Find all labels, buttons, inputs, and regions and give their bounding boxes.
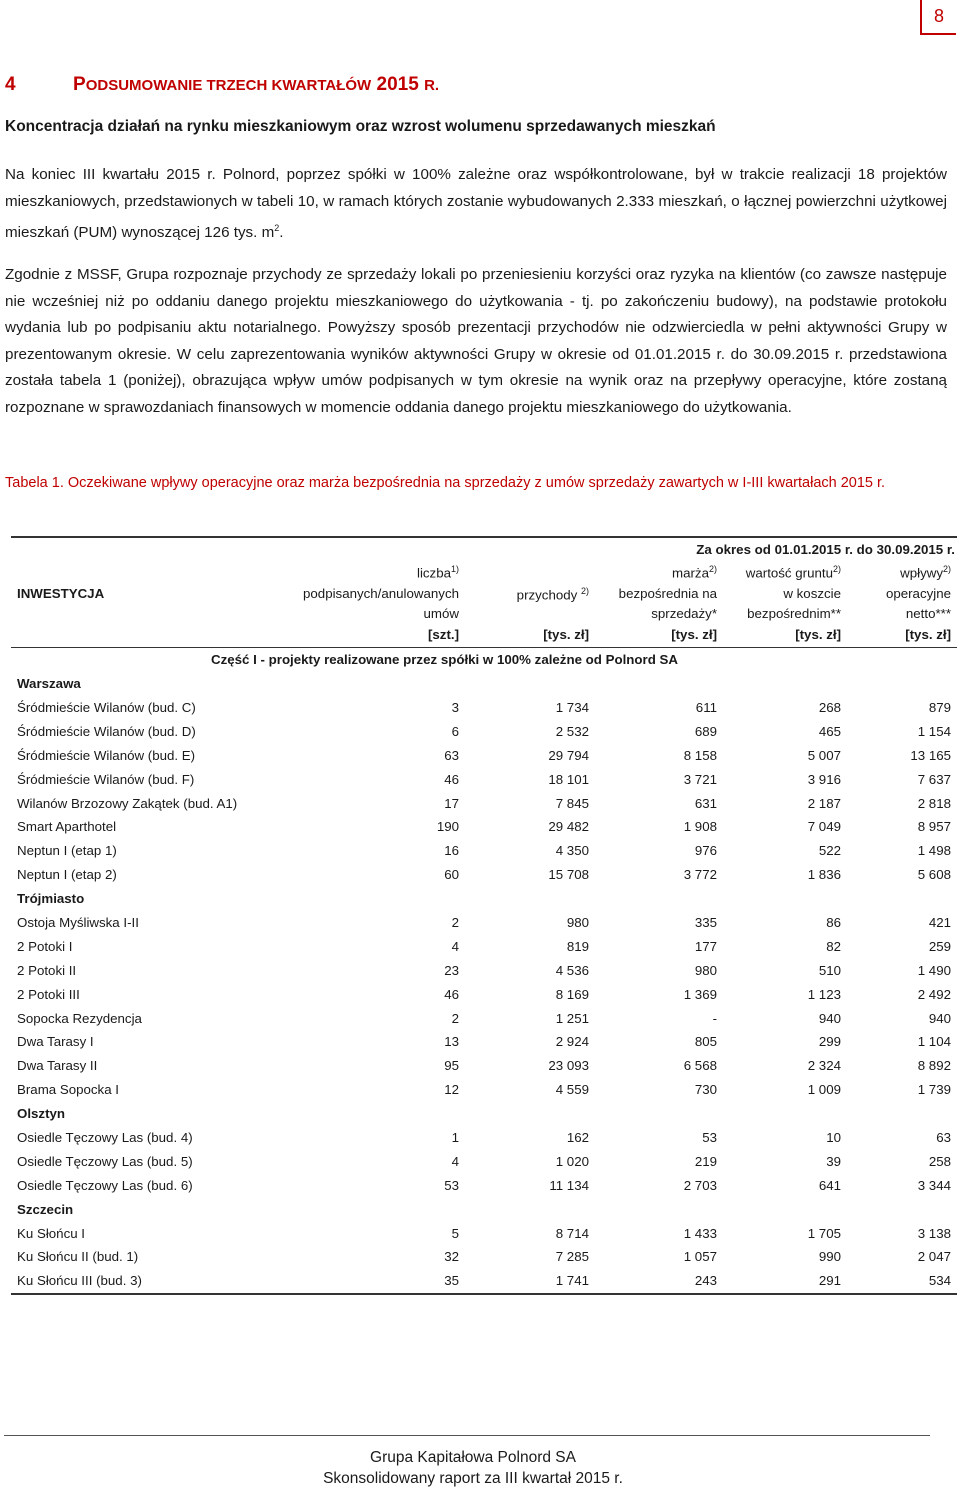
investment-name: Dwa Tarasy II (17, 1058, 98, 1074)
table-cell: 1 009 (807, 1082, 841, 1098)
table-row (11, 696, 957, 720)
table-cell: 53 (444, 1177, 459, 1193)
col2-sup: 2) (580, 586, 589, 597)
table-cell: 4 559 (555, 1082, 589, 1098)
group-label: Warszawa (17, 676, 81, 692)
table-cell: 8 169 (555, 986, 589, 1002)
table-cell: 510 (818, 962, 841, 978)
part-label: Część I - projekty realizowane przez spółki w 100% zależne od Polnord SA (11, 647, 957, 671)
table-cell: 190 (436, 819, 459, 835)
col3-sup: 2) (708, 564, 717, 574)
table-cell: 879 (928, 699, 951, 715)
table-cell: 258 (928, 1153, 951, 1169)
table-cell: 3 772 (683, 867, 717, 883)
table-cell: 63 (936, 1129, 951, 1145)
investment-name: Ku Słońcu III (bud. 3) (11, 1269, 269, 1294)
table-cell: 13 165 (910, 747, 951, 763)
footer-report: Skonsolidowany raport za III kwartał 2015 r. (323, 1470, 623, 1487)
col5-sup: 2) (942, 564, 951, 574)
table-cell: 1 123 (807, 986, 841, 1002)
col1-line3: umów (423, 605, 459, 621)
table-cell: 268 (818, 699, 841, 715)
table-cell: 3 344 (917, 1177, 951, 1193)
table-cell: 5 007 (807, 747, 841, 763)
col-investment: INWESTYCJA (17, 585, 105, 601)
table-cell: 1 741 (465, 1269, 595, 1294)
investment-name: Neptun I (etap 1) (17, 843, 117, 859)
investment-name: Śródmieście Wilanów (bud. D) (17, 723, 196, 739)
table-cell: 13 (444, 1034, 459, 1050)
col5-line2: operacyjne (885, 585, 951, 601)
table-row (11, 815, 957, 839)
investment-name: Ku Słońcu II (bud. 1) (17, 1249, 139, 1265)
table-row (11, 743, 957, 767)
table-row (11, 791, 957, 815)
investment-name: Śródmieście Wilanów (bud. F) (17, 771, 195, 787)
table-cell: 3 916 (807, 771, 841, 787)
table-cell: 1 369 (683, 986, 717, 1002)
table-cell: 805 (694, 1034, 717, 1050)
unit-5: [tys. zł] (905, 627, 951, 643)
table-cell: 2 324 (807, 1058, 841, 1074)
table-cell: 976 (694, 843, 717, 859)
col5-line1: wpływy (900, 565, 943, 581)
table-cell: 4 536 (555, 962, 589, 978)
table-cell: 534 (847, 1269, 957, 1294)
investment-name: Dwa Tarasy I (17, 1034, 94, 1050)
table-row (11, 1149, 957, 1173)
paragraph-1-sup: 2 (274, 223, 280, 233)
section-number: 4 (5, 74, 16, 95)
table-cell: 6 (451, 723, 459, 739)
heading-initial: P (73, 74, 86, 95)
table-cell: 7 049 (807, 819, 841, 835)
table-cell: 641 (818, 1177, 841, 1193)
unit-4: [tys. zł] (795, 627, 841, 643)
table-cell: - (712, 1010, 717, 1026)
table-cell: 5 (451, 1225, 459, 1241)
table-cell: 2 532 (555, 723, 589, 739)
table-row (11, 1126, 957, 1150)
table-row (11, 911, 957, 935)
table-cell: 18 101 (548, 771, 589, 787)
table-cell: 730 (694, 1082, 717, 1098)
table-cell: 7 637 (917, 771, 951, 787)
investment-name: Wilanów Brzozowy Zakątek (bud. A1) (17, 795, 238, 811)
section-heading (5, 74, 439, 96)
table-cell: 2 703 (683, 1177, 717, 1193)
table-cell: 10 (826, 1129, 841, 1145)
table-cell: 611 (695, 699, 717, 715)
investment-name: Ostoja Myśliwska I-II (17, 914, 139, 930)
investment-name: Neptun I (etap 2) (17, 867, 117, 883)
table-cell: 219 (694, 1153, 717, 1169)
table-cell: 39 (826, 1153, 841, 1169)
paragraph-1 (5, 162, 947, 247)
table-cell: 82 (826, 938, 841, 954)
col4-line1: wartość gruntu (745, 565, 833, 581)
table-cell: 2 (451, 914, 459, 930)
table-cell: 8 892 (917, 1058, 951, 1074)
table-cell: 46 (444, 771, 459, 787)
investment-name: 2 Potoki III (17, 986, 80, 1002)
table-cell: 29 482 (548, 819, 589, 835)
table-row (11, 1078, 957, 1102)
table-cell: 1 908 (683, 819, 717, 835)
table-row (11, 982, 957, 1006)
table-cell: 17 (444, 795, 459, 811)
subheading: Koncentracja działań na rynku mieszkaniowym oraz wzrost wolumenu sprzedawanych mieszkań (5, 118, 716, 135)
table-cell: 1 739 (917, 1082, 951, 1098)
investment-name: 2 Potoki I (17, 938, 73, 954)
group-label: Trójmiasto (17, 891, 85, 907)
page-number: 8 (920, 0, 956, 35)
table-row (11, 863, 957, 887)
paragraph-1-text: Na koniec III kwartału 2015 r. Polnord, poprzez spółki w 100% zależne oraz współkontrolowane, był w trakcie realizacji 18 projektów mieszkaniowych, przedstawionych w tabeli 10, w ramach których zostanie wybudowanych 2.333 mieszkań, o łącznej powierzchni użytkowej mieszkań (PUM) wynoszącej 126 tys. m (5, 166, 947, 242)
investment-name: 2 Potoki II (17, 962, 77, 978)
table-row (11, 1269, 957, 1294)
col5-line3: netto*** (905, 605, 951, 621)
table-cell: 1 433 (683, 1225, 717, 1241)
table-row (11, 719, 957, 743)
table-cell: 2 047 (917, 1249, 951, 1265)
table-caption: Tabela 1. Oczekiwane wpływy operacyjne oraz marża bezpośrednia na sprzedaży z umów sprzedaży zawartych w I-III kwartałach 2015 r. (5, 475, 886, 491)
col1-sup: 1) (450, 564, 459, 574)
table-cell: 1 (451, 1129, 459, 1145)
unit-1: [szt.] (427, 627, 459, 643)
table-cell: 1 490 (917, 962, 951, 978)
table-cell: 522 (818, 843, 841, 859)
table-row (11, 839, 957, 863)
table-cell: 259 (928, 938, 951, 954)
table-cell: 4 (451, 1153, 459, 1169)
investment-name: Śródmieście Wilanów (bud. C) (17, 699, 196, 715)
table-row (11, 1054, 957, 1078)
unit-2: [tys. zł] (543, 627, 589, 643)
table-cell: 243 (595, 1269, 723, 1294)
table-cell: 11 134 (549, 1177, 589, 1193)
table-cell: 35 (269, 1269, 465, 1294)
investment-name: Osiedle Tęczowy Las (bud. 4) (17, 1129, 193, 1145)
table-cell: 7 845 (555, 795, 589, 811)
table-cell: 177 (694, 938, 717, 954)
table-cell: 1 498 (917, 843, 951, 859)
table-cell: 4 (451, 938, 459, 954)
table-cell: 1 251 (555, 1010, 589, 1026)
table-cell: 631 (694, 795, 717, 811)
paragraph-2: Zgodnie z MSSF, Grupa rozpoznaje przychody ze sprzedaży lokali po przeniesieniu korzyści oraz ryzyka na klientów (co zawsze następuje nie wcześniej niż po oddaniu danego projektu mieszkaniowego do użytkowania - tj. po zakończeniu budowy), na podstawie protokołu wydania lub po podpisaniu aktu notarialnego. Powyższy sposób prezentacji przychodów nie odzwierciedla w pełni aktywności Grupy w prezentowanym okresie. W celu zaprezentowania wyników aktywności Grupy w okresie od 01.01.2015 r. do 30.09.2015 r. przedstawiona została tabela 1 (poniżej), obrazująca wpływ umów podpisanych w tym okresie na wynik oraz na przepływy operacyjne, które zostaną rozpoznane w sprawozdaniach finansowych w momencie oddania danego projektu mieszkaniowego do użytkowania. (5, 266, 947, 416)
table-cell: 940 (818, 1010, 841, 1026)
heading-smallcaps: ODSUMOWANIE TRZECH KWARTAŁÓW (85, 77, 372, 94)
table-cell: 819 (566, 938, 589, 954)
heading-end: R. (424, 77, 440, 94)
table-cell: 299 (818, 1034, 841, 1050)
table-cell: 689 (694, 723, 717, 739)
table-cell: 8 158 (683, 747, 717, 763)
table-cell: 29 794 (548, 747, 589, 763)
table-cell: 95 (444, 1058, 459, 1074)
col1-line1: liczba (416, 565, 451, 581)
table-cell: 12 (444, 1082, 459, 1098)
table-cell: 8 714 (555, 1225, 589, 1241)
table-cell: 2 492 (917, 986, 951, 1002)
investment-name: Osiedle Tęczowy Las (bud. 6) (17, 1177, 193, 1193)
col3-line3: sprzedaży* (651, 605, 717, 621)
table-row (11, 1245, 957, 1269)
table-cell: 46 (444, 986, 459, 1002)
table-cell: 23 093 (548, 1058, 589, 1074)
table-cell: 8 957 (917, 819, 951, 835)
table-cell: 3 (451, 699, 459, 715)
table-row (11, 1221, 957, 1245)
table-row (11, 958, 957, 982)
col4-sup: 2) (832, 564, 841, 574)
group-label: Szczecin (17, 1201, 74, 1217)
table-cell: 1 705 (807, 1225, 841, 1241)
table-cell: 980 (694, 962, 717, 978)
table-cell: 465 (818, 723, 841, 739)
col4-line3: bezpośrednim** (747, 605, 841, 621)
investment-name: Osiedle Tęczowy Las (bud. 5) (17, 1153, 193, 1169)
table-row (11, 1006, 957, 1030)
table-cell: 940 (928, 1010, 951, 1026)
table-row (11, 934, 957, 958)
investment-name: Brama Sopocka I (17, 1082, 119, 1098)
table-cell: 16 (444, 843, 459, 859)
period-header: Za okres od 01.01.2015 r. do 30.09.2015 r. (269, 537, 957, 560)
table-cell: 86 (826, 914, 841, 930)
table-cell: 162 (566, 1129, 589, 1145)
investment-name: Ku Słońcu I (17, 1225, 86, 1241)
table-cell: 23 (444, 962, 459, 978)
table-cell: 421 (928, 914, 951, 930)
table-cell: 2 818 (917, 795, 951, 811)
table-row (11, 1030, 957, 1054)
col4-line2: w koszcie (783, 585, 841, 601)
table-cell: 2 (451, 1010, 459, 1026)
investment-name: Sopocka Rezydencja (17, 1010, 142, 1026)
table-cell: 3 721 (683, 771, 717, 787)
table-cell: 1 836 (807, 867, 841, 883)
investment-name: Śródmieście Wilanów (bud. E) (17, 747, 196, 763)
table-cell: 1 104 (917, 1034, 951, 1050)
col3-line1: marża (672, 565, 709, 581)
table-cell: 6 568 (683, 1058, 717, 1074)
table-row (11, 1173, 957, 1197)
table-cell: 5 608 (917, 867, 951, 883)
table-cell: 3 138 (917, 1225, 951, 1241)
table-cell: 1 154 (917, 723, 951, 739)
table-cell: 1 020 (555, 1153, 589, 1169)
col3-line2: bezpośrednia na (618, 585, 717, 601)
table-cell: 63 (444, 747, 459, 763)
table-cell: 2 187 (807, 795, 841, 811)
heading-year: 2015 (376, 74, 419, 95)
investment-name: Smart Aparthotel (17, 819, 117, 835)
paragraph-1-end: . (279, 224, 284, 242)
table-cell: 1 057 (683, 1249, 717, 1265)
col1-line2: podpisanych/anulowanych (303, 585, 459, 601)
table-cell: 15 708 (548, 867, 589, 883)
investments-table (11, 536, 957, 1295)
table-cell: 335 (694, 914, 717, 930)
table-cell: 1 734 (555, 699, 589, 715)
table-cell: 53 (702, 1129, 717, 1145)
table-cell: 4 350 (555, 843, 589, 859)
table-cell: 32 (444, 1249, 459, 1265)
table-cell: 990 (818, 1249, 841, 1265)
col2-label: przychody (516, 587, 578, 603)
footer-company: Grupa Kapitałowa Polnord SA (370, 1449, 576, 1466)
unit-3: [tys. zł] (671, 627, 717, 643)
group-label: Olsztyn (17, 1106, 66, 1122)
footer-rule (4, 1435, 930, 1436)
table-cell: 7 285 (555, 1249, 589, 1265)
table-cell: 60 (444, 867, 459, 883)
table-cell: 2 924 (555, 1034, 589, 1050)
table-cell: 980 (566, 914, 589, 930)
table-row (11, 767, 957, 791)
table-cell: 291 (723, 1269, 847, 1294)
